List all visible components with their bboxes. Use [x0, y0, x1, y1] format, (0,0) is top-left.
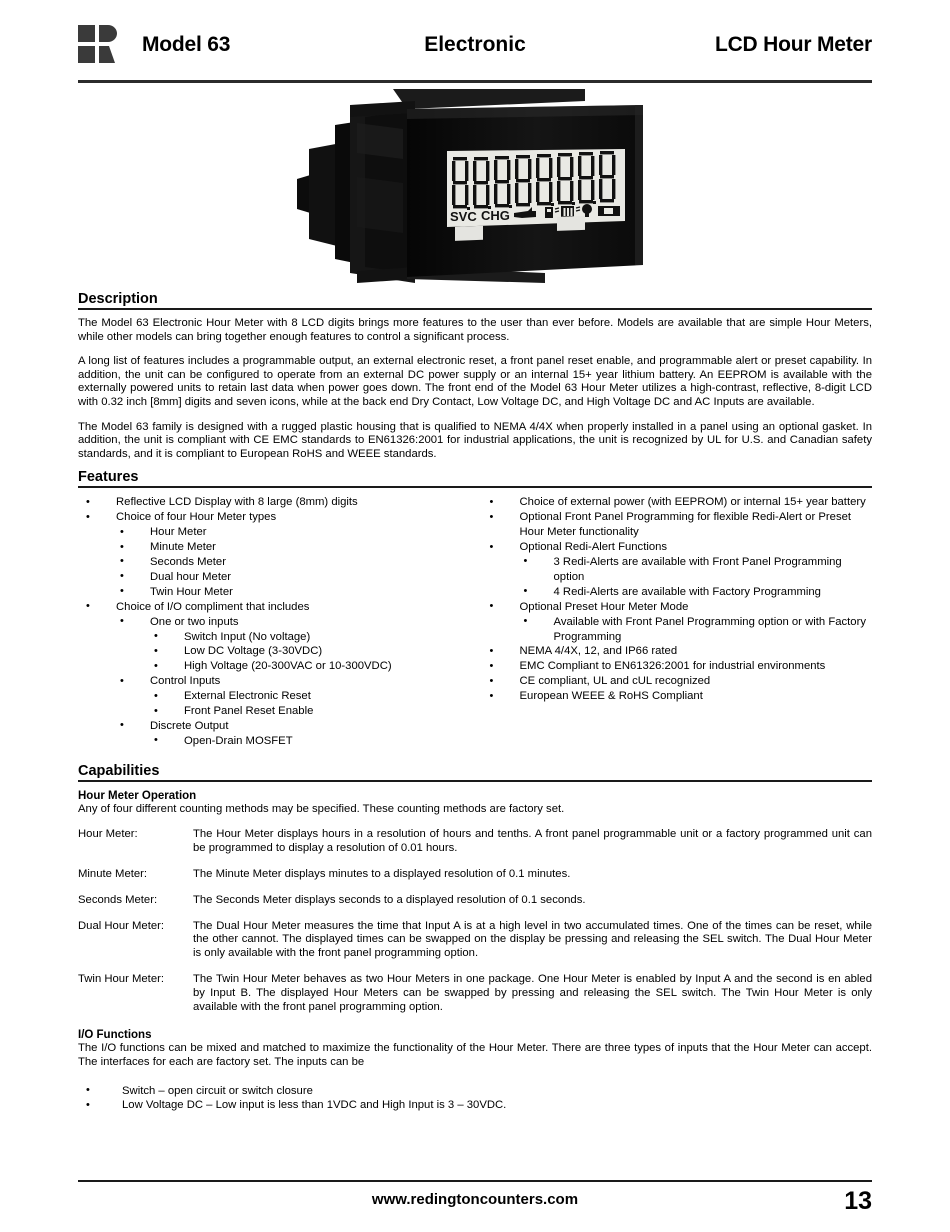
definition-term: Dual Hour Meter:: [78, 919, 165, 932]
list-item: • Dual hour Meter: [78, 570, 469, 585]
definition-row: [78, 920, 872, 961]
svg-text:SVC: SVC: [450, 209, 477, 224]
redington-logo-icon: [78, 25, 120, 65]
hour-meter-definition-list: [78, 828, 872, 1014]
definition-term: Hour Meter:: [78, 828, 138, 841]
list-item: • Optional Preset Hour Meter Mode: [482, 600, 873, 615]
definition-row: [78, 973, 872, 1014]
list-item: • EMC Compliant to EN61326:2001 for industrial environments: [482, 659, 873, 674]
list-item: • Low DC Voltage (3-30VDC): [78, 644, 469, 659]
header-model-title: Model 63: [142, 33, 231, 56]
definition-row: [78, 828, 872, 856]
description-paragraph: The Model 63 family is designed with a rugged plastic housing that is qualified to NEMA 4/4X when properly installed in a panel using an optional gasket. In addition, the unit is compliant with CE EMC standards to EN61326:2001 for industrial applications, the unit is recognized by UL for U.S. and Canadian safety standards, and it is compliant to European RoHS and WEEE standards.: [78, 420, 872, 460]
page-number: 13: [844, 1187, 872, 1215]
list-item: • Optional Front Panel Programming for flexible Redi-Alert or Preset: [482, 510, 873, 525]
description-paragraph: The Model 63 Electronic Hour Meter with 8 LCD digits brings more features to the user than ever before. Models are available that are simple Hour Meters, while other models can bring together enough features to control a significant process.: [78, 317, 872, 343]
definition-row: [78, 894, 872, 908]
capabilities-section: [78, 763, 872, 1114]
list-item: • Discrete Output: [78, 719, 469, 734]
description-divider: [78, 308, 872, 310]
list-item: • Hour Meter: [78, 525, 469, 540]
list-item: • Twin Hour Meter: [78, 585, 469, 600]
list-item: • CE compliant, UL and cUL recognized: [482, 674, 873, 689]
list-item: • Reflective LCD Display with 8 large (8mm) digits: [78, 495, 469, 510]
definition-term: Seconds Meter:: [78, 893, 158, 906]
definition-description: The Dual Hour Meter measures the time that Input A is at a high level in two accumulated times. One of the times can be reset, while the other cannot. The displayed times can be swapped on the display be pressing and releasing the SEL switch. The Dual Hour Meter is only available with the front panel programming option.: [193, 919, 872, 960]
io-functions-heading: I/O Functions: [78, 1029, 152, 1042]
io-functions-list: [78, 1084, 872, 1114]
list-item: • Seconds Meter: [78, 555, 469, 570]
header-center-title: Electronic: [424, 33, 526, 56]
definition-description: The Twin Hour Meter behaves as two Hour Meters in one package. One Hour Meter is enabled by Input A and the second is en abled by Input B. The displayed Hour Meters can be swapped by pressing and releasing the SEL switch. The Twin Hour Meter is only available with the front panel programming option.: [193, 972, 872, 1013]
features-list-left: [78, 495, 469, 748]
footer-website-url[interactable]: www.redingtoncounters.com: [371, 1190, 579, 1208]
description-paragraph: A long list of features includes a programmable output, an external electronic reset, a front panel reset enable, and programmable alert or preset capability. In addition, the unit can be configured to operate from an external DC power supply or an internal 15+ year lithium battery. An EEPROM is available with the externally powered units to retain last data when power goes down. The front end of the Model 63 Hour Meter utilizes a high-contrast, reflective, 8-digit LCD with 0.32 inch [8mm] digits and seven icons, while at the back end Dry Contact, Low Voltage DC, and High Voltage DC and AC Inputs are available.: [78, 355, 872, 408]
list-item-continuation: Programming: [553, 630, 622, 643]
list-item: • Open-Drain MOSFET: [78, 734, 469, 749]
features-heading: Features: [78, 469, 139, 486]
list-item-continuation: Hour Meter functionality: [519, 526, 639, 539]
features-divider: [78, 486, 872, 488]
capabilities-heading: Capabilities: [78, 762, 160, 779]
features-section: [78, 469, 872, 748]
list-item: • Choice of four Hour Meter types: [78, 510, 469, 525]
svg-text:CHG: CHG: [481, 208, 510, 223]
definition-description: The Minute Meter displays minutes to a displayed resolution of 0.1 minutes.: [193, 867, 571, 880]
capabilities-divider: [78, 780, 872, 782]
features-left-column: [78, 495, 469, 748]
list-item: • Choice of external power (with EEPROM) or internal 15+ year battery: [482, 495, 873, 510]
definition-description: The Seconds Meter displays seconds to a displayed resolution of 0.1 seconds.: [193, 893, 586, 906]
list-item: • 3 Redi-Alerts are available with Front Panel Programming option: [482, 555, 873, 585]
list-item: • Control Inputs: [78, 674, 469, 689]
description-section: [78, 291, 872, 461]
io-functions-intro: The I/O functions can be mixed and matched to maximize the functionality of the Hour Meter. There are three types of inputs that the Hour Meter can accept. The interfaces for each are factory set. The inputs can be: [78, 1042, 872, 1068]
description-heading: Description: [78, 291, 158, 307]
page-header: [78, 0, 872, 76]
header-product-title: LCD Hour Meter: [714, 33, 872, 56]
list-item: • Optional Redi-Alert Functions: [482, 540, 873, 555]
page-footer: [78, 1180, 872, 1216]
list-item: • One or two inputs: [78, 615, 469, 630]
list-item: • Switch – open circuit or switch closure: [78, 1084, 872, 1099]
features-list-right: [482, 495, 873, 704]
list-item: • Switch Input (No voltage): [78, 630, 469, 645]
hour-meter-operation-intro: Any of four different counting methods may be specified. These counting methods are factory set.: [78, 802, 565, 815]
definition-row: [78, 868, 872, 882]
list-item: • Minute Meter: [78, 540, 469, 555]
list-item: • External Electronic Reset: [78, 689, 469, 704]
list-item: • Low Voltage DC – Low input is less than 1VDC and High Input is 3 – 30VDC.: [78, 1098, 872, 1113]
definition-term: Twin Hour Meter:: [78, 972, 165, 985]
definition-term: Minute Meter:: [78, 867, 148, 880]
features-right-column: [469, 495, 873, 748]
list-item: • Choice of I/O compliment that includes: [78, 600, 469, 615]
list-item: • High Voltage (20-300VAC or 10-300VDC): [78, 659, 469, 674]
definition-description: The Hour Meter displays hours in a resolution of hours and tenths. A front panel programmable unit or a factory programmed unit can be programmed to display a resolution of 0.01 hours.: [193, 828, 872, 855]
hour-meter-operation-heading: Hour Meter Operation: [78, 789, 197, 802]
product-image: [78, 83, 872, 291]
list-item: • NEMA 4/4X, 12, and IP66 rated: [482, 644, 873, 659]
list-item: • Front Panel Reset Enable: [78, 704, 469, 719]
list-item: • 4 Redi-Alerts are available with Factory Programming: [482, 585, 873, 600]
list-item: • Available with Front Panel Programming option or with Factory: [482, 615, 873, 630]
list-item: • European WEEE & RoHS Compliant: [482, 689, 873, 704]
